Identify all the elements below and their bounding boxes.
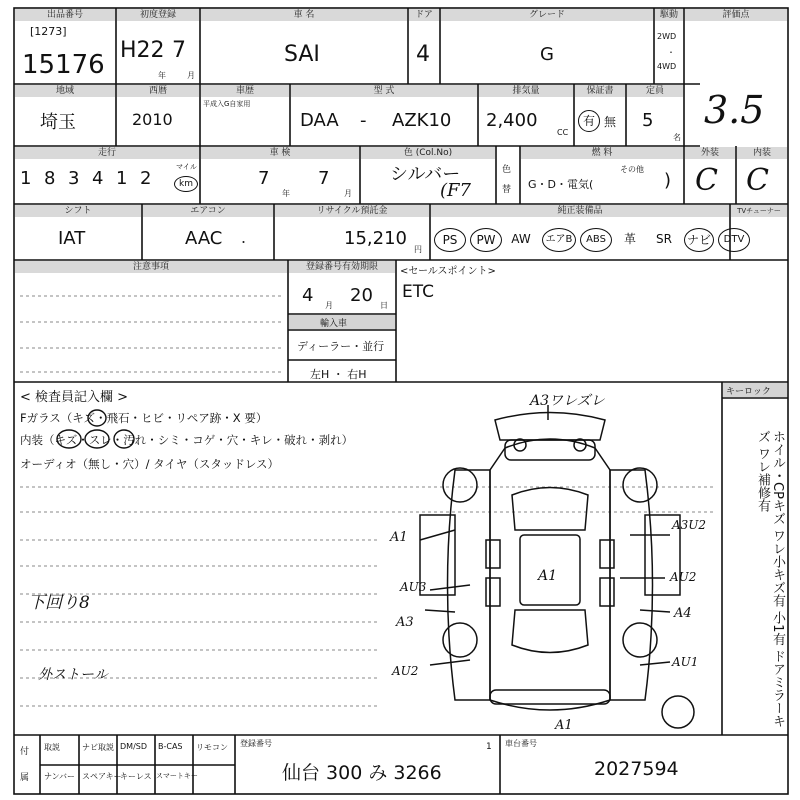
grade: G bbox=[540, 44, 554, 65]
equipment-item: エアB bbox=[542, 228, 576, 252]
fuel-other: その他 bbox=[620, 165, 644, 174]
expiry-label: 登録番号有効期限 bbox=[289, 261, 395, 273]
reg-suffix: 1 bbox=[486, 742, 492, 752]
mileage-digit: 8 bbox=[44, 168, 56, 189]
mile-unit: マイル bbox=[176, 163, 197, 171]
model-label: 型 式 bbox=[291, 85, 477, 97]
fuel-close: ) bbox=[664, 170, 672, 191]
capacity: 5 bbox=[642, 110, 654, 131]
inspector-line-1: Fガラス（キズ・飛石・ヒビ・リペア跡・X 要） bbox=[20, 411, 268, 425]
ac-dot: ・ bbox=[238, 236, 249, 249]
color-change-1: 色 bbox=[502, 165, 512, 175]
tv-label: TVチューナー bbox=[731, 205, 787, 217]
equipment-item: AW bbox=[511, 232, 531, 246]
warranty-yes: 有 bbox=[578, 110, 600, 132]
exterior-score: C bbox=[695, 163, 718, 198]
region-label: 地域 bbox=[15, 85, 115, 97]
equipment-item: ナビ bbox=[684, 228, 714, 252]
color-change-2: 替 bbox=[502, 185, 512, 195]
mileage-digit: 2 bbox=[140, 168, 152, 189]
drive-dot: ・ bbox=[667, 48, 675, 57]
reg-era: H22 bbox=[120, 38, 165, 63]
import-type: ディーラー・並行 bbox=[297, 340, 385, 353]
color-label: 色 (Col.No) bbox=[361, 147, 495, 159]
reg-number: 仙台 300 み 3266 bbox=[282, 762, 442, 784]
inspector-line-3: オーディオ（無し・穴）/ タイヤ（スタッドレス） bbox=[20, 457, 280, 471]
region: 埼玉 bbox=[40, 112, 76, 133]
displacement: 2,400 bbox=[486, 110, 538, 131]
fuel-label: 燃 料 bbox=[521, 147, 683, 159]
sales-point-label: <セールスポイント> bbox=[400, 266, 496, 277]
diagram-label: AU2 bbox=[670, 570, 697, 584]
equipment-item: DTV bbox=[718, 228, 750, 252]
car-diagram bbox=[420, 405, 697, 728]
equipment-item: 革 bbox=[623, 232, 636, 246]
warranty-no: 無 bbox=[604, 115, 617, 129]
handle-side: 左H ・ 右H bbox=[310, 368, 367, 381]
reg-label: 登録番号 bbox=[240, 739, 272, 748]
door-label: ドア bbox=[409, 9, 439, 21]
footer-item: B-CAS bbox=[158, 742, 183, 751]
inspector-line-2: 内装（キズ・スレ・汚れ・シミ・コゲ・穴・キレ・破れ・剥れ） bbox=[20, 433, 354, 447]
interior-label: 内装 bbox=[737, 147, 787, 159]
right-vertical-note: ホイル・CPキズ ワレ小キズ有 小1有 ドアミラーキズ ワレ補修有 bbox=[755, 430, 785, 728]
warranty-label: 保証書 bbox=[575, 85, 625, 97]
diagram-label: AU2 bbox=[392, 664, 419, 678]
first-reg-label: 初度登録 bbox=[117, 9, 199, 21]
drive-2wd: 2WD bbox=[657, 32, 677, 41]
recycle-amount: 15,210 bbox=[344, 228, 407, 249]
equipment-item: PW bbox=[470, 228, 502, 252]
chassis-number: 2027594 bbox=[594, 758, 679, 780]
inspector-title: < 検査員記入欄 > bbox=[20, 390, 129, 405]
reg-month: 7 bbox=[172, 38, 186, 63]
expiry-tsuki: 月 bbox=[325, 301, 333, 310]
model-prefix: DAA bbox=[300, 110, 339, 131]
mileage-label: 走行 bbox=[15, 147, 199, 159]
reg-nen: 年 bbox=[158, 71, 166, 80]
diagram-label: A1 bbox=[390, 530, 408, 545]
diagram-label: A1 bbox=[555, 718, 573, 733]
year: 2010 bbox=[132, 110, 173, 129]
drive-4wd: 4WD bbox=[657, 62, 677, 71]
insp-tsuki: 月 bbox=[344, 189, 352, 198]
handwritten-note-1: 下回り8 bbox=[28, 593, 90, 613]
equipment-label: 純正装備品 bbox=[431, 205, 729, 217]
keylock-label: キーロック bbox=[726, 387, 771, 397]
footer-item: DM/SD bbox=[120, 742, 147, 751]
interior-score: C bbox=[746, 163, 769, 198]
color: シルバー bbox=[390, 164, 461, 185]
import-type-label: 輸入車 bbox=[320, 319, 348, 329]
equipment-item: ABS bbox=[580, 228, 612, 252]
mileage-digit: 1 bbox=[116, 168, 128, 189]
ac-label: エアコン bbox=[143, 205, 273, 217]
footer-item: ナビ取説 bbox=[82, 743, 114, 752]
insp-year: 7 bbox=[258, 168, 270, 189]
km-unit: km bbox=[174, 176, 198, 192]
ac: AAC bbox=[185, 228, 223, 249]
car-name-label: 車 名 bbox=[201, 9, 407, 21]
score-value: 3.5 bbox=[704, 88, 765, 132]
car-name: SAI bbox=[284, 42, 320, 67]
mileage-digit: 4 bbox=[92, 168, 104, 189]
footer-item: スペアキー bbox=[82, 772, 122, 781]
diagram-top-note: A3ワレズレ bbox=[530, 393, 605, 409]
footer-item: スマートキー bbox=[156, 772, 198, 780]
diagram-label: AU1 bbox=[672, 655, 699, 669]
diagram-label: A3 bbox=[396, 615, 414, 630]
expiry-nichi: 日 bbox=[380, 301, 388, 310]
footer-side-1: 付 bbox=[20, 747, 30, 757]
drive-label: 駆動 bbox=[655, 9, 683, 21]
diagram-label: A4 bbox=[674, 606, 692, 621]
doors: 4 bbox=[416, 42, 430, 67]
grade-label: グレード bbox=[441, 9, 653, 21]
footer-side-2: 属 bbox=[20, 773, 30, 783]
expiry-month: 4 bbox=[302, 285, 314, 306]
score-label: 評価点 bbox=[685, 9, 787, 21]
exterior-label: 外装 bbox=[685, 147, 735, 159]
yen-unit: 円 bbox=[414, 245, 422, 254]
displacement-label: 排気量 bbox=[479, 85, 573, 97]
shift-label: シフト bbox=[15, 205, 141, 217]
footer-item: ナンバー bbox=[44, 772, 76, 781]
history-label: 車歴 bbox=[201, 85, 289, 97]
notes-label: 注意事項 bbox=[15, 261, 287, 273]
handwritten-note-2: 外ストール bbox=[38, 667, 108, 683]
chassis-label: 車台番号 bbox=[505, 739, 537, 748]
model: AZK10 bbox=[392, 110, 452, 131]
diagram-label: A1 bbox=[538, 568, 558, 584]
equipment-item: PS bbox=[434, 228, 466, 252]
model-dash: - bbox=[360, 110, 367, 131]
history-note: 平成入G自家用 bbox=[203, 100, 251, 108]
reg-tsuki: 月 bbox=[187, 71, 195, 80]
lot-number: 15176 bbox=[22, 50, 105, 80]
capacity-label: 定員 bbox=[627, 85, 683, 97]
diagram-label: AU3 bbox=[400, 580, 427, 594]
equipment-list bbox=[434, 226, 764, 252]
capacity-unit: 名 bbox=[673, 133, 681, 142]
insp-month: 7 bbox=[318, 168, 330, 189]
lot-sub: [1273] bbox=[30, 25, 67, 38]
fuel-options: G・D・電気( bbox=[528, 178, 594, 191]
cc-unit: CC bbox=[557, 128, 569, 137]
mileage-digits bbox=[20, 168, 164, 189]
sales-point: ETC bbox=[402, 282, 434, 302]
color-code: (F7 bbox=[440, 180, 471, 201]
shift: IAT bbox=[58, 228, 86, 249]
expiry-day: 20 bbox=[350, 285, 373, 306]
lot-label: 出品番号 bbox=[15, 9, 115, 21]
footer-item: リモコン bbox=[196, 743, 228, 752]
insp-nen: 年 bbox=[282, 189, 290, 198]
recycle-label: リサイクル預託金 bbox=[275, 205, 429, 217]
nendo-label: 西暦 bbox=[117, 85, 199, 97]
footer-item: 取説 bbox=[44, 743, 60, 752]
diagram-label: A3U2 bbox=[672, 518, 707, 532]
inspection-label: 車 検 bbox=[201, 147, 359, 159]
mileage-digit: 1 bbox=[20, 168, 32, 189]
footer-item: キーレス bbox=[120, 772, 152, 781]
equipment-item: SR bbox=[656, 232, 672, 246]
mileage-digit: 3 bbox=[68, 168, 80, 189]
